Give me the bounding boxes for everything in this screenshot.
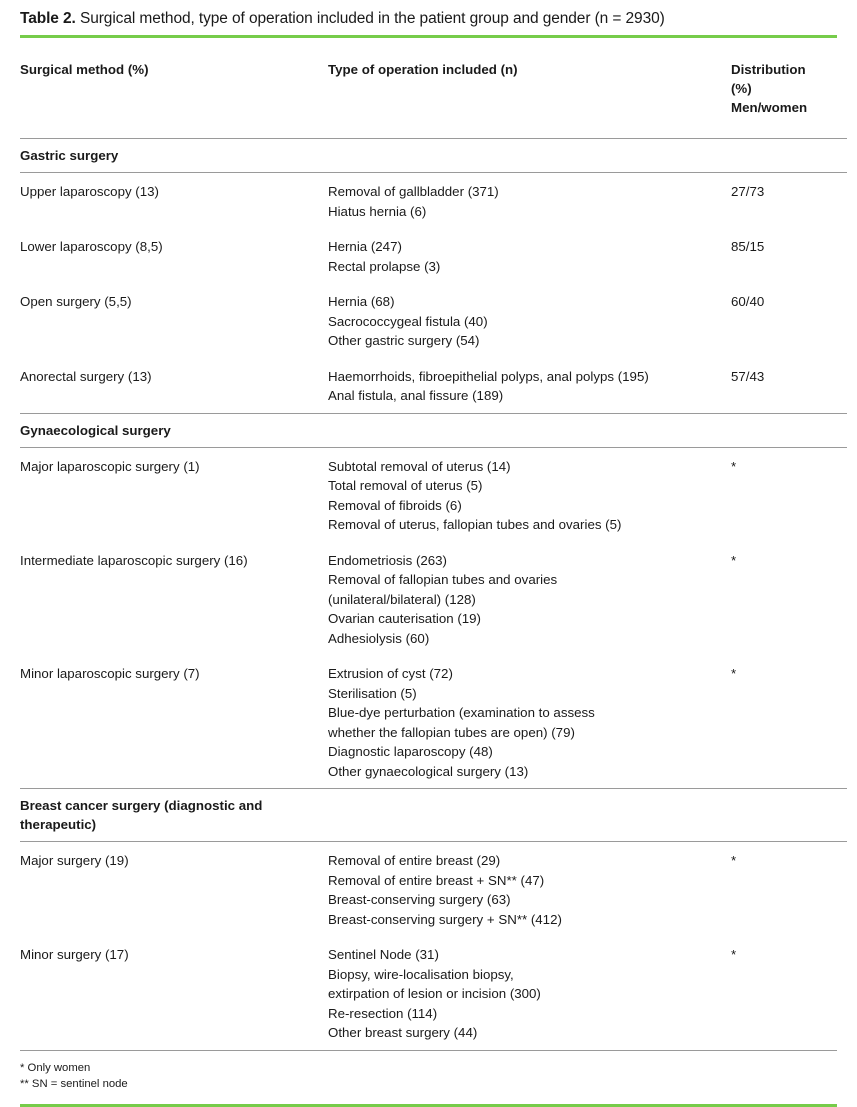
table-caption bbox=[14, 0, 843, 28]
operation-line: Re-resection (114) bbox=[328, 1005, 438, 1021]
section-heading bbox=[20, 789, 328, 842]
section-heading bbox=[20, 139, 328, 173]
cell-distribution: * bbox=[731, 842, 847, 937]
operation-line: Ovarian cauterisation (19) bbox=[328, 611, 481, 627]
table-row bbox=[20, 283, 847, 358]
cell-distribution: * bbox=[731, 447, 847, 542]
operation-line: Other gastric surgery (54) bbox=[328, 333, 480, 349]
cell-distribution: * bbox=[731, 947, 737, 963]
table-row bbox=[20, 542, 847, 656]
operation-line: Removal of fallopian tubes and ovaries bbox=[328, 572, 558, 588]
operation-line: Rectal prolapse (3) bbox=[328, 258, 441, 274]
column-header-distribution-line: Men/women bbox=[731, 100, 808, 116]
cell-surgical-method: Minor laparoscopic surgery (7) bbox=[20, 666, 200, 682]
section-heading-line: Gynaecological surgery bbox=[20, 422, 171, 438]
column-header-surgical-method: Surgical method (%) bbox=[20, 62, 149, 78]
operation-line: Breast-conserving surgery (63) bbox=[328, 892, 511, 908]
cell-surgical-method: Upper laparoscopy (13) bbox=[20, 173, 328, 229]
cell-surgical-method: Major laparoscopic surgery (1) bbox=[20, 447, 328, 542]
cell-surgical-method: Open surgery (5,5) bbox=[20, 294, 132, 310]
column-header-distribution-line: (%) bbox=[731, 81, 752, 97]
footnote-line: ** SN = sentinel node bbox=[20, 1078, 128, 1091]
cell-surgical-method: Anorectal surgery (13) bbox=[20, 368, 152, 384]
cell-type-of-operation bbox=[328, 542, 731, 656]
cell-distribution: 85/15 bbox=[731, 239, 765, 255]
table-row bbox=[20, 936, 847, 1050]
table-header-row bbox=[20, 38, 847, 139]
operation-line: Removal of uterus, fallopian tubes and ovaries (5) bbox=[328, 517, 622, 533]
section-heading-row bbox=[20, 413, 847, 447]
operation-line: Diagnostic laparoscopy (48) bbox=[328, 744, 493, 760]
section-heading-row bbox=[20, 789, 847, 842]
cell-surgical-method: Lower laparoscopy (8,5) bbox=[20, 239, 163, 255]
cell-surgical-method: Minor surgery (17) bbox=[20, 947, 129, 963]
cell-type-of-operation bbox=[328, 842, 731, 937]
operation-line: Hernia (247) bbox=[328, 239, 402, 255]
operation-line: Removal of gallbladder (371) bbox=[328, 184, 499, 200]
cell-type-of-operation bbox=[328, 173, 731, 229]
table-row bbox=[20, 655, 847, 789]
operation-line: Sterilisation (5) bbox=[328, 685, 417, 701]
operation-line: Hiatus hernia (6) bbox=[328, 203, 427, 219]
bottom-accent-rule bbox=[20, 1104, 837, 1107]
cell-type-of-operation bbox=[328, 358, 731, 414]
section-heading-spacer-2 bbox=[328, 789, 731, 842]
section-heading bbox=[20, 413, 328, 447]
column-header-type-of-operation: Type of operation included (n) bbox=[328, 62, 518, 78]
cell-type-of-operation bbox=[328, 447, 731, 542]
cell-type-of-operation bbox=[328, 936, 731, 1050]
cell-type-of-operation bbox=[328, 228, 731, 283]
operation-line: Subtotal removal of uterus (14) bbox=[328, 458, 511, 474]
table-body bbox=[20, 38, 847, 1050]
section-heading-line: Breast cancer surgery (diagnostic and bbox=[20, 798, 263, 814]
footnote-line: * Only women bbox=[20, 1061, 91, 1074]
operation-line: Biopsy, wire-localisation biopsy, bbox=[328, 966, 514, 982]
cell-distribution: * bbox=[731, 666, 737, 682]
cell-distribution: 60/40 bbox=[731, 294, 765, 310]
cell-type-of-operation bbox=[328, 655, 731, 789]
caption-label: Table 2. bbox=[20, 10, 76, 27]
operation-line: Adhesiolysis (60) bbox=[328, 630, 430, 646]
column-header-distribution bbox=[731, 38, 847, 139]
section-heading-spacer-3 bbox=[731, 789, 847, 842]
operation-line: whether the fallopian tubes are open) (79) bbox=[328, 724, 575, 740]
operation-line: Anal fistula, anal fissure (189) bbox=[328, 388, 504, 404]
operation-line: Sacrococcygeal fistula (40) bbox=[328, 313, 488, 329]
cell-distribution: 57/43 bbox=[731, 368, 765, 384]
operation-line: Haemorrhoids, fibroepithelial polyps, anal polyps (195) bbox=[328, 368, 649, 384]
operation-line: Removal of entire breast (29) bbox=[328, 853, 501, 869]
table-row bbox=[20, 173, 847, 229]
table-row bbox=[20, 228, 847, 283]
operation-line: Blue-dye perturbation (examination to assess bbox=[328, 705, 595, 721]
footnote-block bbox=[20, 1051, 837, 1093]
surgical-method-table bbox=[20, 38, 847, 1050]
operation-line: Other gynaecological surgery (13) bbox=[328, 763, 529, 779]
operation-line: Removal of fibroids (6) bbox=[328, 497, 462, 513]
cell-surgical-method: Major surgery (19) bbox=[20, 842, 328, 937]
section-heading-row bbox=[20, 139, 847, 173]
operation-line: Total removal of uterus (5) bbox=[328, 478, 483, 494]
operation-line: Other breast surgery (44) bbox=[328, 1025, 478, 1041]
section-heading-spacer-3 bbox=[731, 139, 847, 173]
column-header-distribution-line: Distribution bbox=[731, 62, 806, 78]
footnote-spacer bbox=[14, 1093, 843, 1104]
cell-type-of-operation bbox=[328, 283, 731, 358]
table-row bbox=[20, 447, 847, 542]
section-heading-line: therapeutic) bbox=[20, 817, 97, 833]
operation-line: extirpation of lesion or incision (300) bbox=[328, 986, 541, 1002]
section-heading-line: Gastric surgery bbox=[20, 148, 119, 164]
cell-distribution: * bbox=[731, 552, 737, 568]
operation-line: Hernia (68) bbox=[328, 294, 395, 310]
table-row bbox=[20, 842, 847, 937]
operation-line: Breast-conserving surgery + SN** (412) bbox=[328, 911, 562, 927]
cell-surgical-method: Intermediate laparoscopic surgery (16) bbox=[20, 552, 248, 568]
caption-text: Surgical method, type of operation included in the patient group and gender (n = 2930) bbox=[75, 10, 665, 27]
operation-line: Sentinel Node (31) bbox=[328, 947, 439, 963]
section-heading-spacer-2 bbox=[328, 413, 731, 447]
cell-distribution: 27/73 bbox=[731, 173, 847, 229]
operation-line: Removal of entire breast + SN** (47) bbox=[328, 872, 545, 888]
table-row bbox=[20, 358, 847, 414]
operation-line: Endometriosis (263) bbox=[328, 552, 447, 568]
operation-line: Extrusion of cyst (72) bbox=[328, 666, 453, 682]
section-heading-spacer-3 bbox=[731, 413, 847, 447]
operation-line: (unilateral/bilateral) (128) bbox=[328, 591, 476, 607]
section-heading-spacer-2 bbox=[328, 139, 731, 173]
